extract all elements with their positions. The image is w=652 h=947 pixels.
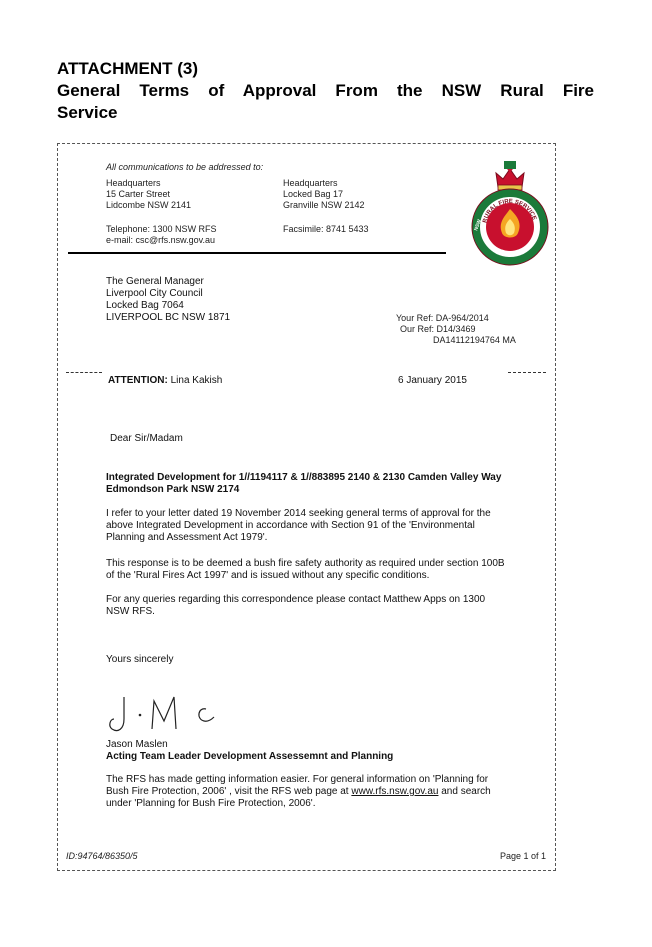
attention-name: Lina Kakish <box>170 375 223 386</box>
letterhead-divider <box>68 252 446 254</box>
telephone: Telephone: 1300 NSW RFS <box>106 224 217 234</box>
contact-block <box>106 224 217 246</box>
page-number: Page 1 of 1 <box>500 851 547 861</box>
attention-line <box>108 375 222 387</box>
address-line: Granville NSW 2142 <box>283 200 365 210</box>
address-line: Lidcombe NSW 2141 <box>106 200 192 210</box>
letter-date: 6 January 2015 <box>398 375 467 386</box>
signatory-title: Acting Team Leader Development Assessemnt and Planning <box>106 751 394 762</box>
signature-icon <box>102 689 242 739</box>
paragraph-1: I refer to your letter dated 19 November 2014 seeking general terms of approval for the above Integrated Development in accordance with Section 91 of the 'Environmental Planning and Assessment Act 1979'. <box>106 508 491 543</box>
hq-address-right <box>283 178 365 211</box>
address-note: All communications to be addressed to: <box>106 162 264 172</box>
closing: Yours sincerely <box>106 654 174 665</box>
email: e-mail: csc@rfs.nsw.gov.au <box>106 235 216 245</box>
recipient-address <box>106 276 230 324</box>
footer-text-before: The RFS has made getting information easier. For general information on 'Planning for Bush Fire Protection, 2006' , visit the RFS web page at <box>106 774 489 797</box>
paragraph-2: This response is to be deemed a bush fire safety authority as required under section 100B of the 'Rural Fires Act 1997' and is issued without any specific conditions. <box>106 558 505 581</box>
logo-nsw-text: NSW <box>473 218 483 232</box>
heading-line-3: Service <box>57 103 118 122</box>
subject-line: Integrated Development for 1//1194117 & 1//883895 2140 & 2130 Camden Valley Way Edmondson Park NSW 2174 <box>106 472 502 495</box>
salutation: Dear Sir/Madam <box>110 433 183 444</box>
paragraph-3: For any queries regarding this correspondence please contact Matthew Apps on 1300 NSW RFS. <box>106 594 486 617</box>
address-line: Locked Bag 17 <box>283 189 344 199</box>
logo-ring-text: RURAL FIRE SERVICE <box>482 198 537 224</box>
hq-address-left <box>106 178 191 211</box>
rfs-emblem-icon <box>468 157 552 267</box>
document-id: ID:94764/86350/5 <box>66 851 138 861</box>
signatory-name: Jason Maslen <box>106 739 168 750</box>
rfs-logo <box>468 157 552 267</box>
attachment-heading <box>57 58 594 124</box>
recipient-line: The General Manager <box>106 276 204 287</box>
attention-label: ATTENTION: <box>108 375 168 386</box>
footer-paragraph <box>106 774 506 810</box>
our-ref-number: DA14112194764 MA <box>433 335 516 345</box>
fold-mark-left <box>66 372 102 373</box>
your-ref: Your Ref: DA-964/2014 <box>396 313 489 323</box>
address-line: Headquarters <box>106 178 161 188</box>
fold-mark-right <box>508 372 546 373</box>
recipient-line: Locked Bag 7064 <box>106 300 184 311</box>
rfs-website-link[interactable]: www.rfs.nsw.gov.au <box>351 786 439 797</box>
footer-text-after: and search under 'Planning for Bush Fire Protection, 2006'. <box>106 786 491 809</box>
recipient-line: Liverpool City Council <box>106 288 203 299</box>
letter-page <box>57 143 556 871</box>
recipient-line: LIVERPOOL BC NSW 1871 <box>106 312 231 323</box>
heading-line-2: General Terms of Approval From the NSW Rural Fire <box>57 81 594 100</box>
heading-line-1: ATTACHMENT (3) <box>57 59 199 78</box>
facsimile: Facsimile: 8741 5433 <box>283 224 369 234</box>
address-line: Headquarters <box>283 178 338 188</box>
address-line: 15 Carter Street <box>106 189 171 199</box>
our-ref: Our Ref: D14/3469 <box>400 324 476 334</box>
